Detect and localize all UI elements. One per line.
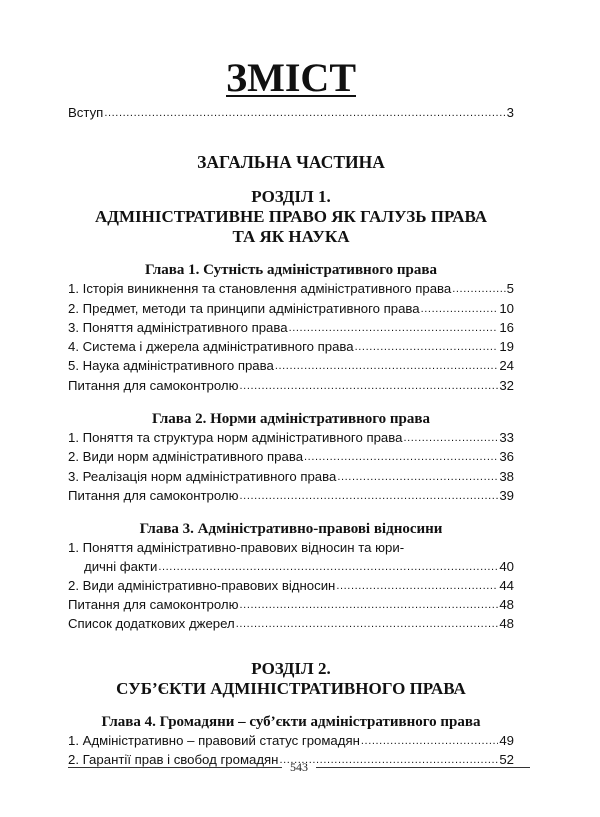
section-2-heading-block [68, 659, 514, 699]
toc-entry-page: 5 [506, 281, 514, 297]
dot-leader [240, 377, 499, 395]
page-number: 543 [290, 760, 308, 774]
toc-entry[interactable] [68, 319, 514, 338]
toc-entry-page: 52 [499, 752, 514, 768]
toc-entry[interactable] [68, 487, 514, 506]
toc-entry-page: 39 [499, 487, 514, 503]
toc-entry-text: 2. Види адміністративно-правових відносин [68, 577, 336, 593]
toc-entry[interactable] [68, 615, 514, 634]
toc-entry-page: 16 [499, 319, 514, 335]
chapter-4-title: Глава 4. Громадяни – суб’єкти адміністративного права [101, 713, 481, 730]
toc-entry[interactable] [68, 280, 514, 299]
toc-page [68, 56, 514, 770]
toc-entry-text: Вступ [68, 105, 104, 120]
toc-entry-text: 3. Реалізація норм адміністративного права [68, 468, 337, 484]
toc-entry-page: 24 [499, 358, 514, 374]
dot-leader [421, 300, 499, 318]
footer-rule-left [68, 767, 282, 768]
chapter-3-title: Глава 3. Адміністративно-правові відносини [139, 521, 443, 538]
toc-entry-page: 44 [499, 577, 514, 593]
dot-leader [304, 448, 498, 466]
dot-leader [104, 104, 505, 122]
dot-leader [361, 732, 498, 750]
dot-leader [355, 338, 499, 356]
dot-leader [337, 468, 498, 486]
toc-entry[interactable] [68, 732, 514, 751]
toc-entry-text: 1. Історія виникнення та становлення адміністративного права [68, 281, 452, 297]
toc-entry[interactable] [68, 596, 514, 615]
toc-entry-page: 32 [499, 377, 514, 393]
toc-entry-text: 1. Поняття та структура норм адміністративного права [68, 430, 403, 446]
toc-entry-page: 3 [506, 105, 514, 120]
toc-entry[interactable] [68, 577, 514, 596]
toc-entry[interactable] [68, 357, 514, 376]
toc-entry[interactable] [68, 558, 514, 577]
toc-entry-text: Питання для самоконтролю [68, 597, 239, 613]
section-1-title-line2: ТА ЯК НАУКА [232, 227, 350, 247]
dot-leader [236, 615, 499, 633]
toc-entry-page: 33 [499, 430, 514, 446]
dot-leader [240, 596, 499, 614]
footer-rule-right [316, 767, 530, 768]
toc-entry-page: 19 [499, 339, 514, 355]
toc-entry-wrapped-line[interactable]: 1. Поняття адміністративно-правових відносин та юри- [68, 540, 405, 556]
toc-entry-page: 48 [499, 616, 514, 632]
toc-entry-text: дичні факти [84, 558, 158, 574]
section-1-title-line1: АДМІНІСТРАТИВНЕ ПРАВО ЯК ГАЛУЗЬ ПРАВА [94, 207, 488, 227]
dot-leader [336, 577, 498, 595]
dot-leader [275, 357, 499, 375]
toc-entry-text: 5. Наука адміністративного права [68, 358, 274, 374]
section-2-number: РОЗДІЛ 2. [251, 658, 331, 678]
toc-entry-text: Питання для самоконтролю [68, 487, 239, 503]
toc-entry-page: 36 [499, 449, 514, 465]
toc-entry-page: 38 [499, 468, 514, 484]
toc-entry[interactable] [68, 338, 514, 357]
toc-entry[interactable] [68, 468, 514, 487]
chapter-2-title: Глава 2. Норми адміністративного права [152, 411, 430, 428]
toc-entry-page: 49 [499, 732, 514, 748]
toc-entry[interactable] [68, 429, 514, 448]
toc-entry-text: 2. Предмет, методи та принципи адміністративного права [68, 300, 420, 316]
toc-entry-intro[interactable] [68, 104, 514, 123]
dot-leader [289, 319, 499, 337]
toc-entry-text: 3. Поняття адміністративного права [68, 319, 288, 335]
dot-leader [452, 280, 505, 298]
toc-entry-page: 48 [499, 597, 514, 613]
chapter-1-title: Глава 1. Сутність адміністративного права [145, 262, 437, 279]
toc-entry-page: 10 [499, 300, 514, 316]
page-footer [68, 760, 530, 775]
toc-entry-text: Питання для самоконтролю [68, 377, 239, 393]
toc-entry-text: 1. Адміністративно – правовий статус громадян [68, 732, 360, 748]
section-2-title: СУБ’ЄКТИ АДМІНІСТРАТИВНОГО ПРАВА [116, 678, 466, 698]
toc-entry[interactable] [68, 300, 514, 319]
toc-entry-text: 2. Види норм адміністративного права [68, 449, 304, 465]
part-heading: ЗАГАЛЬНА ЧАСТИНА [197, 152, 385, 173]
toc-entry-text: Список додаткових джерел [68, 616, 235, 632]
toc-entry-page: 40 [499, 558, 514, 574]
dot-leader [158, 558, 498, 576]
toc-entry-text: 4. Система і джерела адміністративного права [68, 339, 354, 355]
section-1-number: РОЗДІЛ 1. [251, 187, 331, 207]
page-title: ЗМІСТ [226, 55, 356, 100]
toc-entry[interactable] [68, 448, 514, 467]
dot-leader [240, 487, 499, 505]
toc-entry[interactable] [68, 377, 514, 396]
dot-leader [403, 429, 498, 447]
toc-entry-text: 2. Гарантії прав і свобод громадян [68, 752, 279, 768]
section-1-heading-block [68, 187, 514, 247]
